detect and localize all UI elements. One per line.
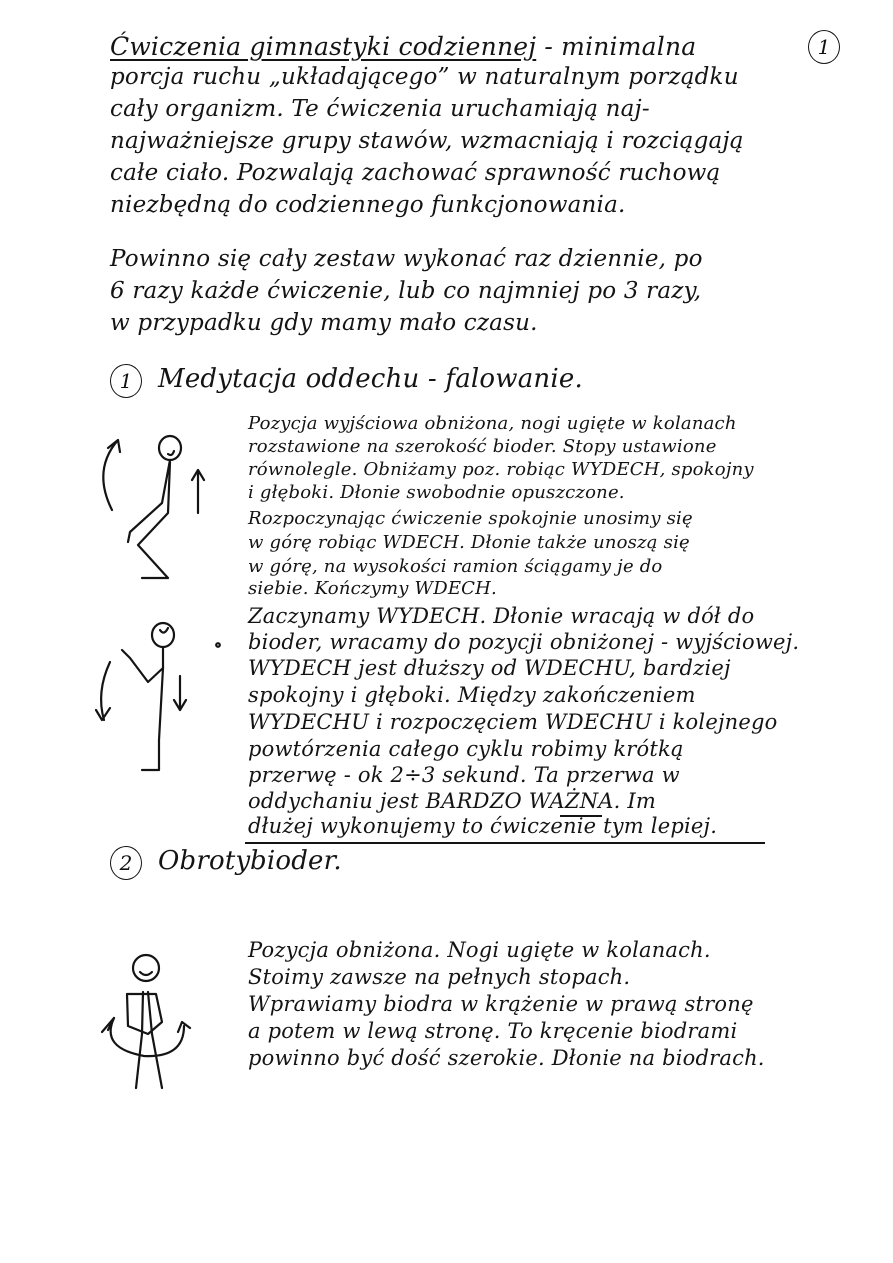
exercise-title: Medytacja oddechu - falowanie. [158,364,583,394]
description-line: Pozycja obniżona. Nogi ugięte w kolanach. [248,938,711,962]
description-line: spokojny i głęboki. Między zakończeniem [248,683,696,707]
intro-line: cały organizm. Te ćwiczenia uruchamiają naj- [110,96,650,122]
description-line: w górę robiąc WDECH. Dłonie także unoszą się [248,532,690,553]
description-line: i głęboki. Dłonie swobodnie opuszczone. [248,482,625,503]
exercise-number-circle [110,846,142,880]
document-title-line [110,32,696,61]
description-line: Rozpoczynając ćwiczenie spokojnie unosimy się [248,508,693,529]
description-line: powtórzenia całego cyklu robimy krótką [248,737,684,761]
description-line: równolegle. Obniżamy poz. robiąc WYDECH, spokojny [248,459,754,480]
description-line: w górę, na wysokości ramion ściągamy je do [248,556,663,577]
page-number-circle [808,30,840,64]
description-line: bioder, wracamy do pozycji obniżonej - wyjściowej. [248,630,800,654]
exercise-number: 1 [119,369,133,393]
instructions-line: w przypadku gdy mamy mało czasu. [110,310,538,336]
description-line: Stoimy zawsze na pełnych stopach. [248,965,631,989]
intro-line: porcja ruchu „układającego” w naturalnym porządku [110,64,739,90]
description-line: powinno być dość szerokie. Dłonie na biodrach. [248,1046,765,1070]
intro-line: niezbędną do codziennego funkcjonowania. [110,192,626,218]
description-line: rozstawione na szerokość bioder. Stopy ustawione [248,436,717,457]
page-number: 1 [817,35,831,59]
emphasis-underline [245,842,765,844]
exercise-number: 2 [119,851,133,875]
description-line: Zaczynamy WYDECH. Dłonie wracają w dół do [248,604,755,628]
description-line: siebie. Kończymy WDECH. [248,578,497,599]
document-title-rest: - minimalna [536,32,697,61]
description-line: przerwę - ok 2÷3 sekund. Ta przerwa w [248,763,680,787]
description-line: a potem w lewą stronę. To kręcenie biodrami [248,1019,738,1043]
squat-figure-icon [100,410,230,610]
document-title: Ćwiczenia gimnastyki codziennej [110,32,537,61]
intro-line: całe ciało. Pozwalają zachować sprawność ruchową [110,160,721,186]
intro-line: najważniejsze grupy stawów, wzmacniają i rozciągają [110,128,744,154]
description-line-emphasis: dłużej wykonujemy to ćwiczenie tym lepiej. [248,814,718,838]
exercise-title-part1: Obroty [158,846,251,876]
description-line-emphasis-start: oddychaniu jest BARDZO WAŻNA. Im [248,789,656,813]
instructions-line: 6 razy każde ćwiczenie, lub co najmniej po 3 razy, [110,278,702,304]
description-line: WYDECHU i rozpoczęciem WDECHU i kolejnego [248,710,778,734]
exercise-number-circle [110,364,142,398]
description-line: WYDECH jest dłuższy od WDECHU, bardziej [248,656,731,680]
standing-figure-icon [90,600,250,800]
description-line: Pozycja wyjściowa obniżona, nogi ugięte w kolanach [248,413,737,434]
exercise-title-part2: bioder. [250,846,342,876]
description-line: Wprawiamy biodra w krążenie w prawą stronę [248,992,754,1016]
instructions-line: Powinno się cały zestaw wykonać raz dziennie, po [110,246,703,272]
hip-rotation-figure-icon [100,930,220,1090]
